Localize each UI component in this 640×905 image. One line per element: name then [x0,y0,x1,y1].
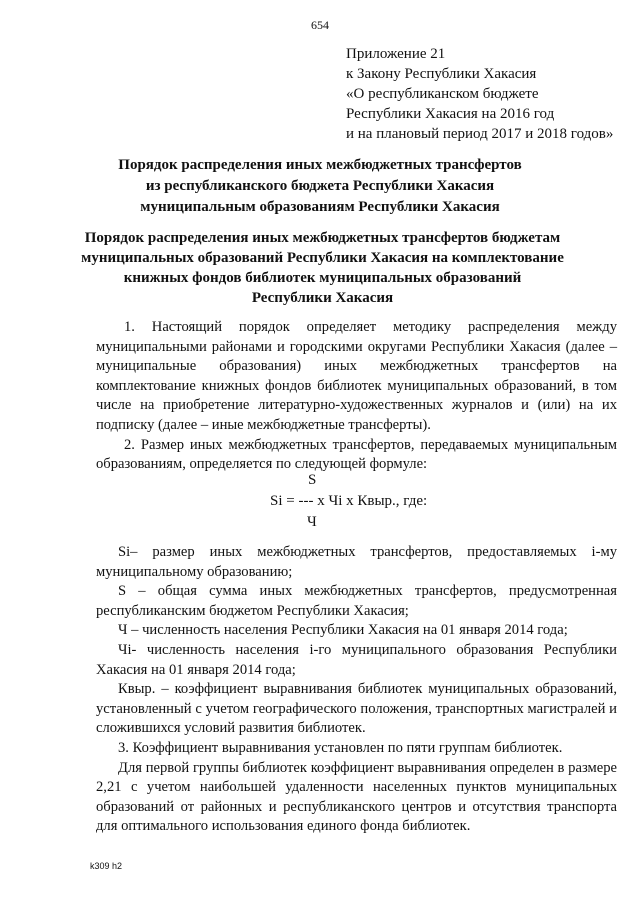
section-title-line: муниципальных образований Республики Хакасия на комплектование [81,250,564,266]
paragraph-first-group: Для первой группы библиотек коэффициент выравнивания определен в размере 2,21 с учетом наибольшей удаленности населенных пунктов муниципальных образований от районных и республиканского центров и отсутствия транспорта для оптимального использования единого фонда библиотек. [96,759,617,835]
paragraph-2: 2. Размер иных межбюджетных трансфертов, передаваемых муниципальным образованиям, определяется по следующей формуле: [96,436,617,473]
page-number: 654 [311,18,329,32]
document-title [80,155,560,218]
title-line: муниципальным образованиям Республики Хакасия [140,199,500,215]
section-title-line: Порядок распределения иных межбюджетных трансфертов бюджетам [84,230,561,246]
body-text [96,318,617,475]
definition-kvyr: Квыр. – коэффициент выравнивания библиотек муниципальных образований, установленный с учетом географического положения, транспортных магистралей и сложившихся условий развития библиотек. [96,681,617,737]
section-title-line: Республики Хакасия [251,290,394,306]
formula-denominator: Ч [307,514,317,530]
title-line: Порядок распределения иных межбюджетных трансфертов [118,157,522,173]
definition-chi: Чi- численность населения i-го муниципального образования Республики Хакасия на 01 января 2014 года; [96,641,617,678]
formula-numerator: S [308,472,317,488]
appendix-line: «О республиканском бюджете [346,86,539,102]
definitions [96,543,617,837]
section-title [60,228,585,308]
appendix-header [346,44,613,144]
section-title-line: книжных фондов библиотек муниципальных образований [123,270,522,286]
appendix-line: Республики Хакасия на 2016 год [346,106,555,122]
appendix-line: Приложение 21 [346,46,446,62]
definition-si: Si– размер иных межбюджетных трансфертов, предоставляемых i-му муниципальному образованию; [96,544,617,580]
appendix-line: и на плановый период 2017 и 2018 годов» [346,126,614,142]
definition-s: S – общая сумма иных межбюджетных трансфертов, предусмотренная республиканским бюджетом Республики Хакасия; [96,583,617,619]
formula-main: Si = --- x Чi x Квыр., где: [270,493,428,509]
paragraph-3: 3. Коэффициент выравнивания установлен по пяти группам библиотек. [118,739,563,756]
appendix-line: к Закону Республики Хакасия [346,66,537,82]
definition-ch: Ч – численность населения Республики Хакасия на 01 января 2014 года; [118,622,568,639]
paragraph-1: 1. Настоящий порядок определяет методику распределения между муниципальными районами и городскими округами Республики Хакасия (далее – муниципальные образования) иных межбюджетных трансфертов на комплектование книжных фондов библиотек муниципальных образований, в том числе на приобретение литературно-художественных журналов и (или) на их подписку (далее – иные межбюджетные трансферты). [96,319,617,433]
title-line: из республиканского бюджета Республики Хакасия [145,178,495,194]
footer-code: k309 h2 [90,861,123,871]
